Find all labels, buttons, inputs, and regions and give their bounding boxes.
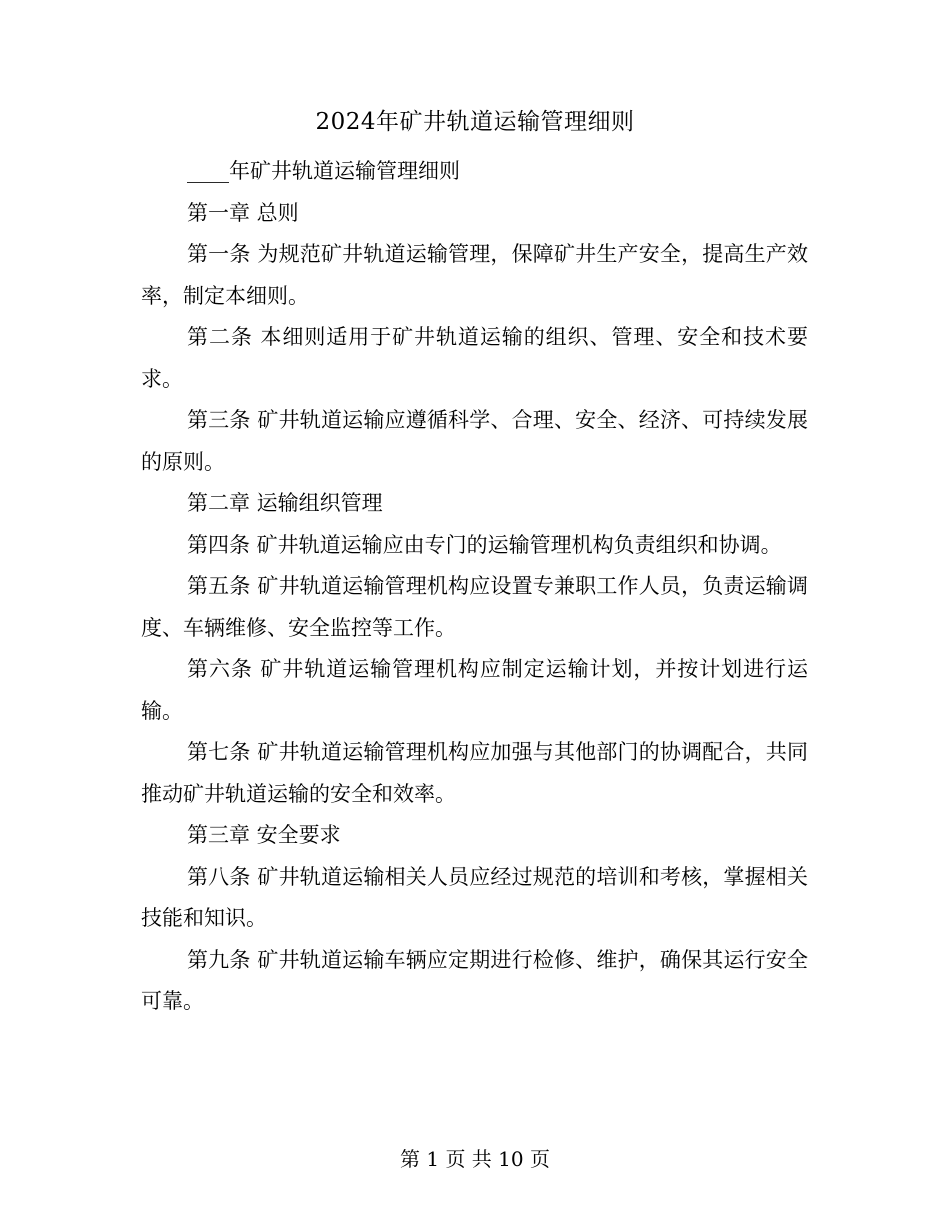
article-7: 第七条 矿井轨道运输管理机构应加强与其他部门的协调配合，共同推动矿井轨道运输的安全和效率。 bbox=[141, 740, 808, 806]
page-number-footer: 第 1 页 共 10 页 bbox=[400, 1147, 550, 1171]
document-body bbox=[141, 151, 808, 1023]
article-4: 第四条 矿井轨道运输应由专门的运输管理机构负责组织和协调。 bbox=[187, 532, 782, 557]
article-1: 第一条 为规范矿井轨道运输管理，保障矿井生产安全，提高生产效率，制定本细则。 bbox=[141, 242, 808, 308]
chapter-heading-2: 第二章 运输组织管理 bbox=[187, 491, 383, 515]
document-title: 2024年矿井轨道运输管理细则 bbox=[315, 109, 635, 135]
chapter-heading-1: 第一章 总则 bbox=[187, 200, 299, 225]
article-2: 第二条 本细则适用于矿井轨道运输的组织、管理、安全和技术要求。 bbox=[141, 325, 808, 391]
article-9: 第九条 矿井轨道运输车辆应定期进行检修、维护，确保其运行安全可靠。 bbox=[141, 947, 808, 1013]
chapter-heading-3: 第三章 安全要求 bbox=[187, 823, 341, 847]
article-3: 第三条 矿井轨道运输应遵循科学、合理、安全、经济、可持续发展的原则。 bbox=[141, 408, 808, 474]
article-5: 第五条 矿井轨道运输管理机构应设置专兼职工作人员，负责运输调度、车辆维修、安全监控等工作。 bbox=[141, 574, 808, 640]
article-6: 第六条 矿井轨道运输管理机构应制定运输计划，并按计划进行运输。 bbox=[141, 657, 808, 723]
paragraph-doc-subtitle: ____年矿井轨道运输管理细则 bbox=[187, 159, 460, 183]
article-8: 第八条 矿井轨道运输相关人员应经过规范的培训和考核，掌握相关技能和知识。 bbox=[141, 864, 808, 930]
